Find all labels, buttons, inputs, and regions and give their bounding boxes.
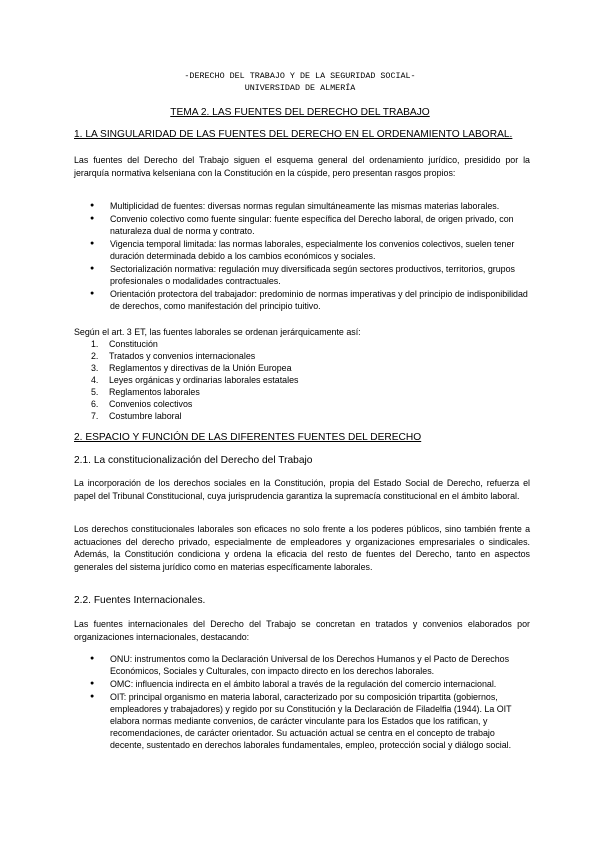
hierarchy-list [91,338,298,422]
hierarchy-intro: Según el art. 3 ET, las fuentes laborales se ordenan jerárquicamente así: [74,327,361,337]
list-item: ● Multiplicidad de fuentes: diversas normas regulan simultáneamente las mismas materias laborales. [90,200,530,212]
subsection-2-1-paragraph-1: La incorporación de los derechos sociales en la Constitución, propia del Estado Social de Derecho, refuerza el papel del Tribunal Constitucional, cuya jurisprudencia garantiza la supremacía constitucional en el ámbito laboral. [74,478,530,501]
section-1-bullet-list [90,200,530,313]
section-2-heading: 2. ESPACIO Y FUNCIÓN DE LAS DIFERENTES FUENTES DEL DERECHO [74,432,422,443]
list-item: ● Vigencia temporal limitada: las normas laborales, especialmente los convenios colectivos, suelen tener duración determinada debido a los cambios económicos y sociales. [90,238,530,262]
subsection-2-1-paragraph-2: Los derechos constitucionales laborales son eficaces no solo frente a los poderes públicos, sino también frente a actuaciones del derecho privado, especialmente de empleadores y organizaciones empresariales o sindicales. Además, la Constitución condiciona y ordena la eficacia del resto de fuentes del Derecho, tanto en aspectos generales del sistema jurídico como en materias específicamente laborales. [74,524,530,572]
section-1-heading: 1. LA SINGULARIDAD DE LAS FUENTES DEL DERECHO EN EL ORDENAMIENTO LABORAL. [74,129,513,140]
section-2-bullet-list [90,653,530,752]
list-item: 3. Reglamentos y directivas de la Unión Europea [91,363,292,373]
subsection-2-2-heading: 2.2. Fuentes Internacionales. [74,595,206,606]
list-item: ● OIT: principal organismo en materia laboral, caracterizado por su composición tripartita (gobiernos, empleadores y trabajadores) y regido por su Constitución y la Declaración de Filadelfia (1944). La OIT elabora normas mediante convenios, de carácter vinculante para los Estados que los ratifican, y recomendaciones, de carácter orientador. Su actuación actual se centra en el concepto de trabajo decente, sustentado en derechos laborales fundamentales, empleo, protección social y diálogo social. [90,691,530,751]
subsection-2-2-intro: Las fuentes internacionales del Derecho del Trabajo se concretan en tratados y convenios elaborados por organizaciones internacionales, destacando: [74,619,530,642]
list-item: 7. Costumbre laboral [91,411,182,421]
header-line-1: -DERECHO DEL TRABAJO Y DE LA SEGURIDAD SOCIAL- [184,71,416,81]
list-item: ● Sectorialización normativa: regulación muy diversificada según sectores productivos, territorios, grupos profesionales o modalidades contractuales. [90,263,530,287]
subsection-2-1-heading: 2.1. La constitucionalización del Derecho del Trabajo [74,455,313,466]
list-item: 1. Constitución [91,339,158,349]
list-item: 6. Convenios colectivos [91,399,193,409]
list-item: 4. Leyes orgánicas y ordinarias laborales estatales [91,375,299,385]
header-line-2: UNIVERSIDAD DE ALMERÍA [244,83,356,93]
document-title: TEMA 2. LAS FUENTES DEL DERECHO DEL TRABAJO [170,107,430,118]
list-item: ● Orientación protectora del trabajador: predominio de normas imperativas y del principio de indisponibilidad de derechos, como manifestación del principio tuitivo. [90,288,530,312]
list-item: ● Convenio colectivo como fuente singular: fuente específica del Derecho laboral, de origen privado, con naturaleza dual de norma y contrato. [90,213,530,237]
list-item: ● ONU: instrumentos como la Declaración Universal de los Derechos Humanos y el Pacto de Derechos Económicos, Sociales y Culturales, con impacto directo en los derechos laborales. [90,653,530,677]
section-1-intro: Las fuentes del Derecho del Trabajo siguen el esquema general del ordenamiento jurídico, presidido por la jerarquía normativa kelseniana con la Constitución en la cúspide, pero presentan rasgos propios: [74,155,530,178]
list-item: 5. Reglamentos laborales [91,387,200,397]
list-item: ● OMC: influencia indirecta en el ámbito laboral a través de la regulación del comercio internacional. [90,678,530,690]
list-item: 2. Tratados y convenios internacionales [91,351,256,361]
